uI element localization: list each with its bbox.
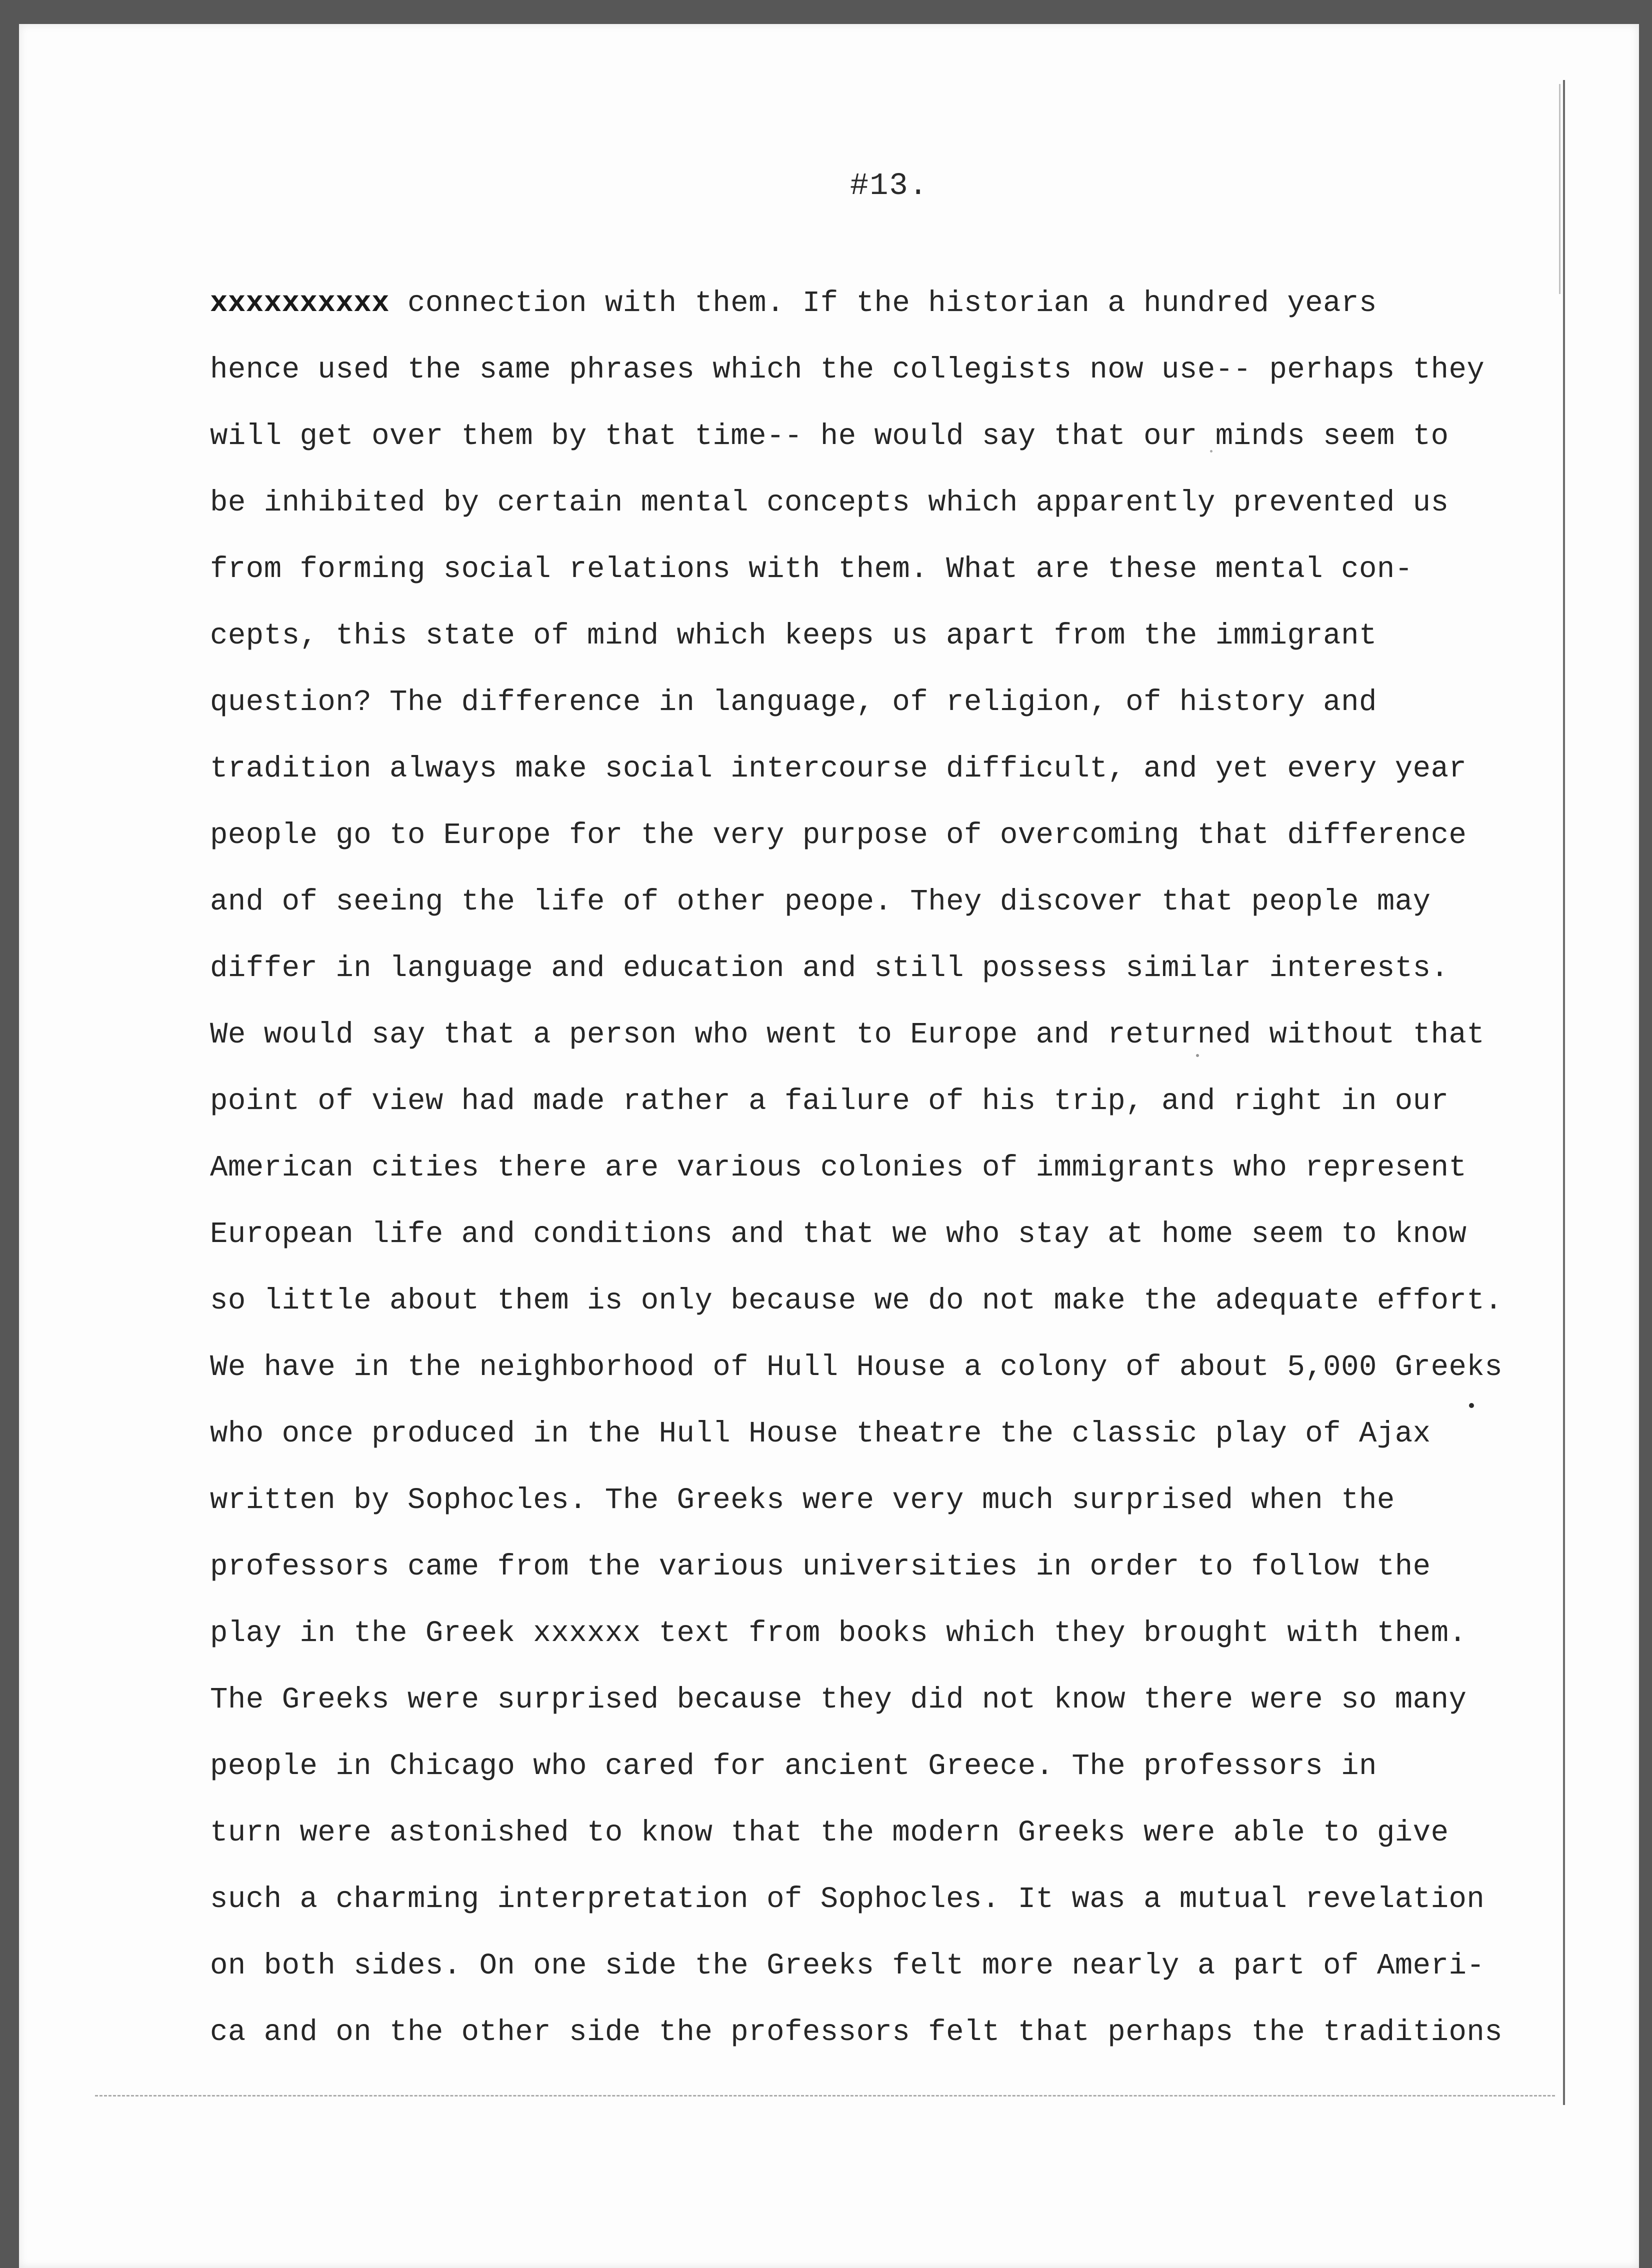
text-line bbox=[210, 736, 1570, 802]
line-text: people in Chicago who cared for ancient Greece. The professors in bbox=[210, 1750, 1377, 1783]
text-line bbox=[210, 403, 1570, 470]
line-text: who once produced in the Hull House theatre the classic play of Ajax bbox=[210, 1417, 1431, 1450]
line-text: We have in the neighborhood of Hull House a colony of about 5,000 Greeks bbox=[210, 1350, 1503, 1384]
line-text: European life and conditions and that we who stay at home seem to know bbox=[210, 1218, 1467, 1251]
text-line bbox=[210, 669, 1570, 736]
text-line bbox=[210, 1600, 1570, 1666]
text-line bbox=[210, 1334, 1570, 1400]
text-line bbox=[210, 1467, 1570, 1534]
page-edge-bottom bbox=[95, 2095, 1555, 2096]
text-line bbox=[210, 1866, 1570, 1932]
line-text: The Greeks were surprised because they did not know there were so many bbox=[210, 1683, 1467, 1716]
line-text: point of view had made rather a failure of his trip, and right in our bbox=[210, 1084, 1449, 1118]
line-text: cepts, this state of mind which keeps us apart from the immigrant bbox=[210, 619, 1377, 652]
text-line bbox=[210, 1400, 1570, 1467]
text-line bbox=[210, 1932, 1570, 1999]
line-text: people go to Europe for the very purpose of overcoming that difference bbox=[210, 818, 1467, 852]
line-text: professors came from the various universities in order to follow the bbox=[210, 1550, 1431, 1584]
text-line bbox=[210, 1134, 1570, 1201]
line-text: differ in language and education and still possess similar interests. bbox=[210, 952, 1449, 985]
line-text: be inhibited by certain mental concepts which apparently prevented us bbox=[210, 486, 1449, 520]
stray-mark bbox=[1469, 1403, 1474, 1408]
line-text: tradition always make social intercourse difficult, and yet every year bbox=[210, 752, 1467, 786]
text-line bbox=[210, 935, 1570, 1002]
text-line bbox=[210, 470, 1570, 536]
text-line bbox=[210, 868, 1570, 935]
struck-out-text: xxxxxxxxxx bbox=[210, 286, 390, 320]
body-text bbox=[210, 270, 1570, 2066]
text-line bbox=[210, 1002, 1570, 1068]
line-text: American cities there are various colonies of immigrants who represent bbox=[210, 1151, 1467, 1184]
line-text: so little about them is only because we do not make the adequate effort. bbox=[210, 1284, 1503, 1318]
line-text: ca and on the other side the professors felt that perhaps the traditions bbox=[210, 2016, 1503, 2049]
text-line bbox=[210, 336, 1570, 403]
text-line bbox=[210, 1268, 1570, 1334]
line-text: and of seeing the life of other peope. They discover that people may bbox=[210, 885, 1431, 918]
line-text: turn were astonished to know that the modern Greeks were able to give bbox=[210, 1816, 1449, 1850]
text-line bbox=[210, 1800, 1570, 1866]
text-line bbox=[210, 802, 1570, 868]
text-line bbox=[210, 1534, 1570, 1600]
line-text: question? The difference in language, of religion, of history and bbox=[210, 686, 1377, 719]
text-line bbox=[210, 536, 1570, 602]
line-text: from forming social relations with them. What are these mental con- bbox=[210, 552, 1413, 586]
line-text: on both sides. On one side the Greeks felt more nearly a part of Ameri- bbox=[210, 1949, 1485, 1982]
page-edge-shadow bbox=[1559, 84, 1560, 294]
stray-mark bbox=[1210, 450, 1212, 452]
text-line bbox=[210, 270, 1570, 336]
line-text: will get over them by that time-- he would say that our minds seem to bbox=[210, 420, 1449, 453]
text-line bbox=[210, 1999, 1570, 2066]
stray-mark bbox=[1196, 1054, 1199, 1057]
text-line bbox=[210, 1666, 1570, 1733]
line-text: hence used the same phrases which the collegists now use-- perhaps they bbox=[210, 353, 1485, 386]
line-text: written by Sophocles. The Greeks were very much surprised when the bbox=[210, 1484, 1395, 1517]
line-text: such a charming interpretation of Sophocles. It was a mutual revelation bbox=[210, 1882, 1485, 1916]
text-line bbox=[210, 1201, 1570, 1268]
text-line bbox=[210, 602, 1570, 669]
line-text: We would say that a person who went to Europe and returned without that bbox=[210, 1018, 1485, 1052]
page-number: #13. bbox=[850, 168, 928, 204]
line-text: play in the Greek xxxxxx text from books which they brought with them. bbox=[210, 1616, 1467, 1650]
line-text: connection with them. If the historian a hundred years bbox=[390, 286, 1377, 320]
text-line bbox=[210, 1733, 1570, 1800]
text-line bbox=[210, 1068, 1570, 1134]
